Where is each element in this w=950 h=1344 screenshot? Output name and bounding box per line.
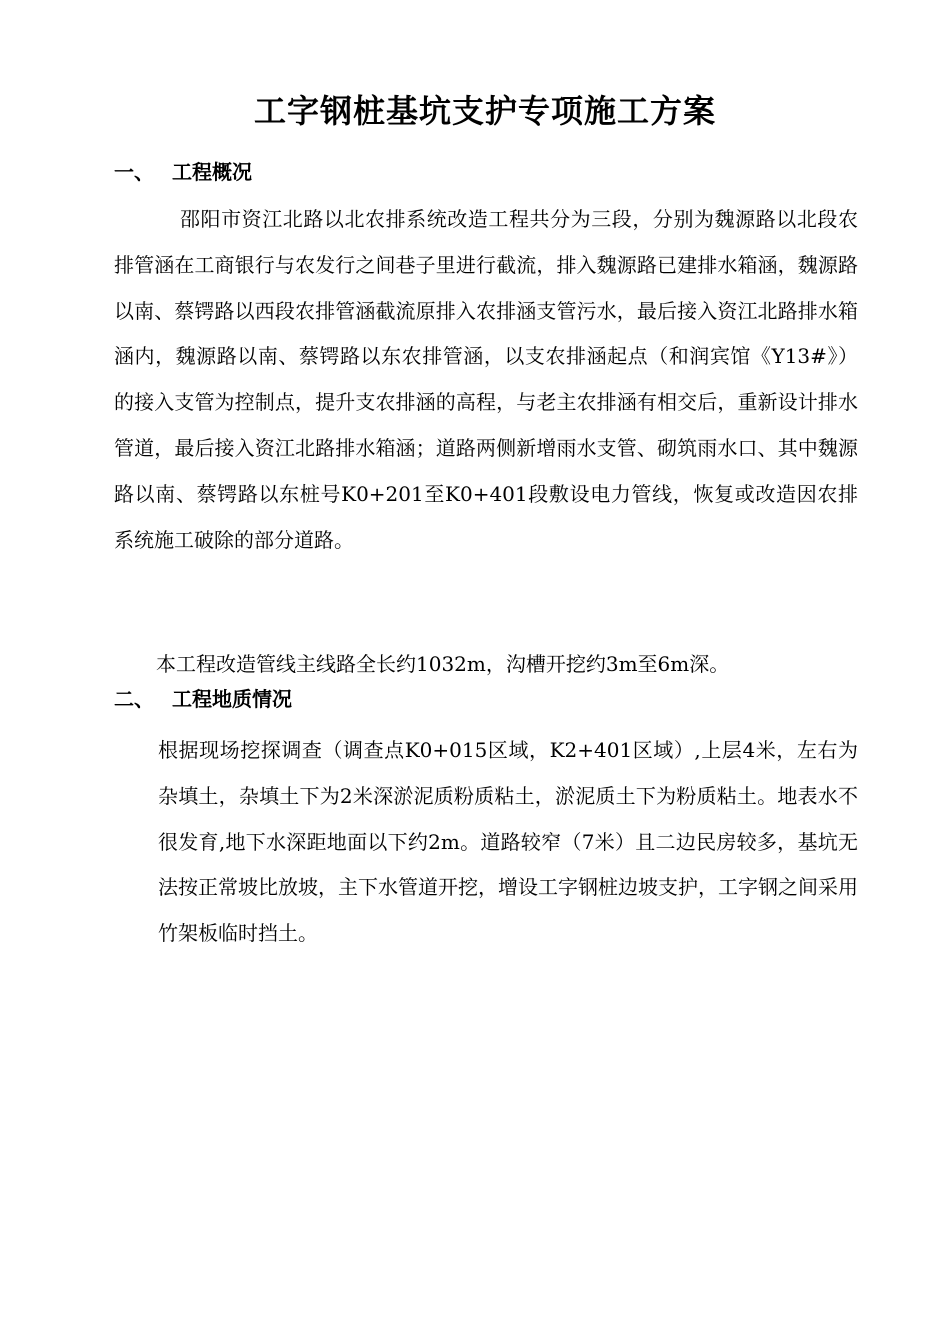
section-heading-geology [114, 685, 292, 713]
pipeline-length-paragraph: 本工程改造管线主线路全长约1032m，沟槽开挖约3m至6m深。 [156, 652, 730, 676]
section-number: 二、 [114, 687, 154, 711]
geology-paragraph: 根据现场挖探调查（调查点K0+015区域，K2+401区域）,上层4米，左右为杂填土，杂填土下为2米深淤泥质粉质粘土，淤泥质土下为粉质粘土。地表水不很发育,地下水深距地面以下约2m。道路较窄（7米）且二边民房较多，基坑无法按正常坡比放坡，主下水管道开挖，增设工字钢桩边坡支护，工字钢之间采用竹架板临时挡土。 [158, 738, 858, 946]
section-heading-overview [114, 158, 252, 186]
section-title: 工程概况 [172, 160, 252, 184]
section-title: 工程地质情况 [172, 687, 292, 711]
document-title: 工字钢桩基坑支护专项施工方案 [253, 92, 716, 130]
section-number: 一、 [114, 160, 154, 184]
overview-paragraph: 邵阳市资江北路以北农排系统改造工程共分为三段，分别为魏源路以北段农排管涵在工商银行与农发行之间巷子里进行截流，排入魏源路已建排水箱涵，魏源路以南、蔡锷路以西段农排管涵截流原排入农排涵支管污水，最后接入资江北路排水箱涵内，魏源路以南、蔡锷路以东农排管涵，以支农排涵起点（和润宾馆《Y13#》）的接入支管为控制点，提升支农排涵的高程，与老主农排涵有相交后，重新设计排水管道，最后接入资江北路排水箱涵；道路两侧新增雨水支管、砌筑雨水口、其中魏源路以南、蔡锷路以东桩号K0+201至K0+401段敷设电力管线，恢复或改造因农排系统施工破除的部分道路。 [114, 207, 858, 552]
